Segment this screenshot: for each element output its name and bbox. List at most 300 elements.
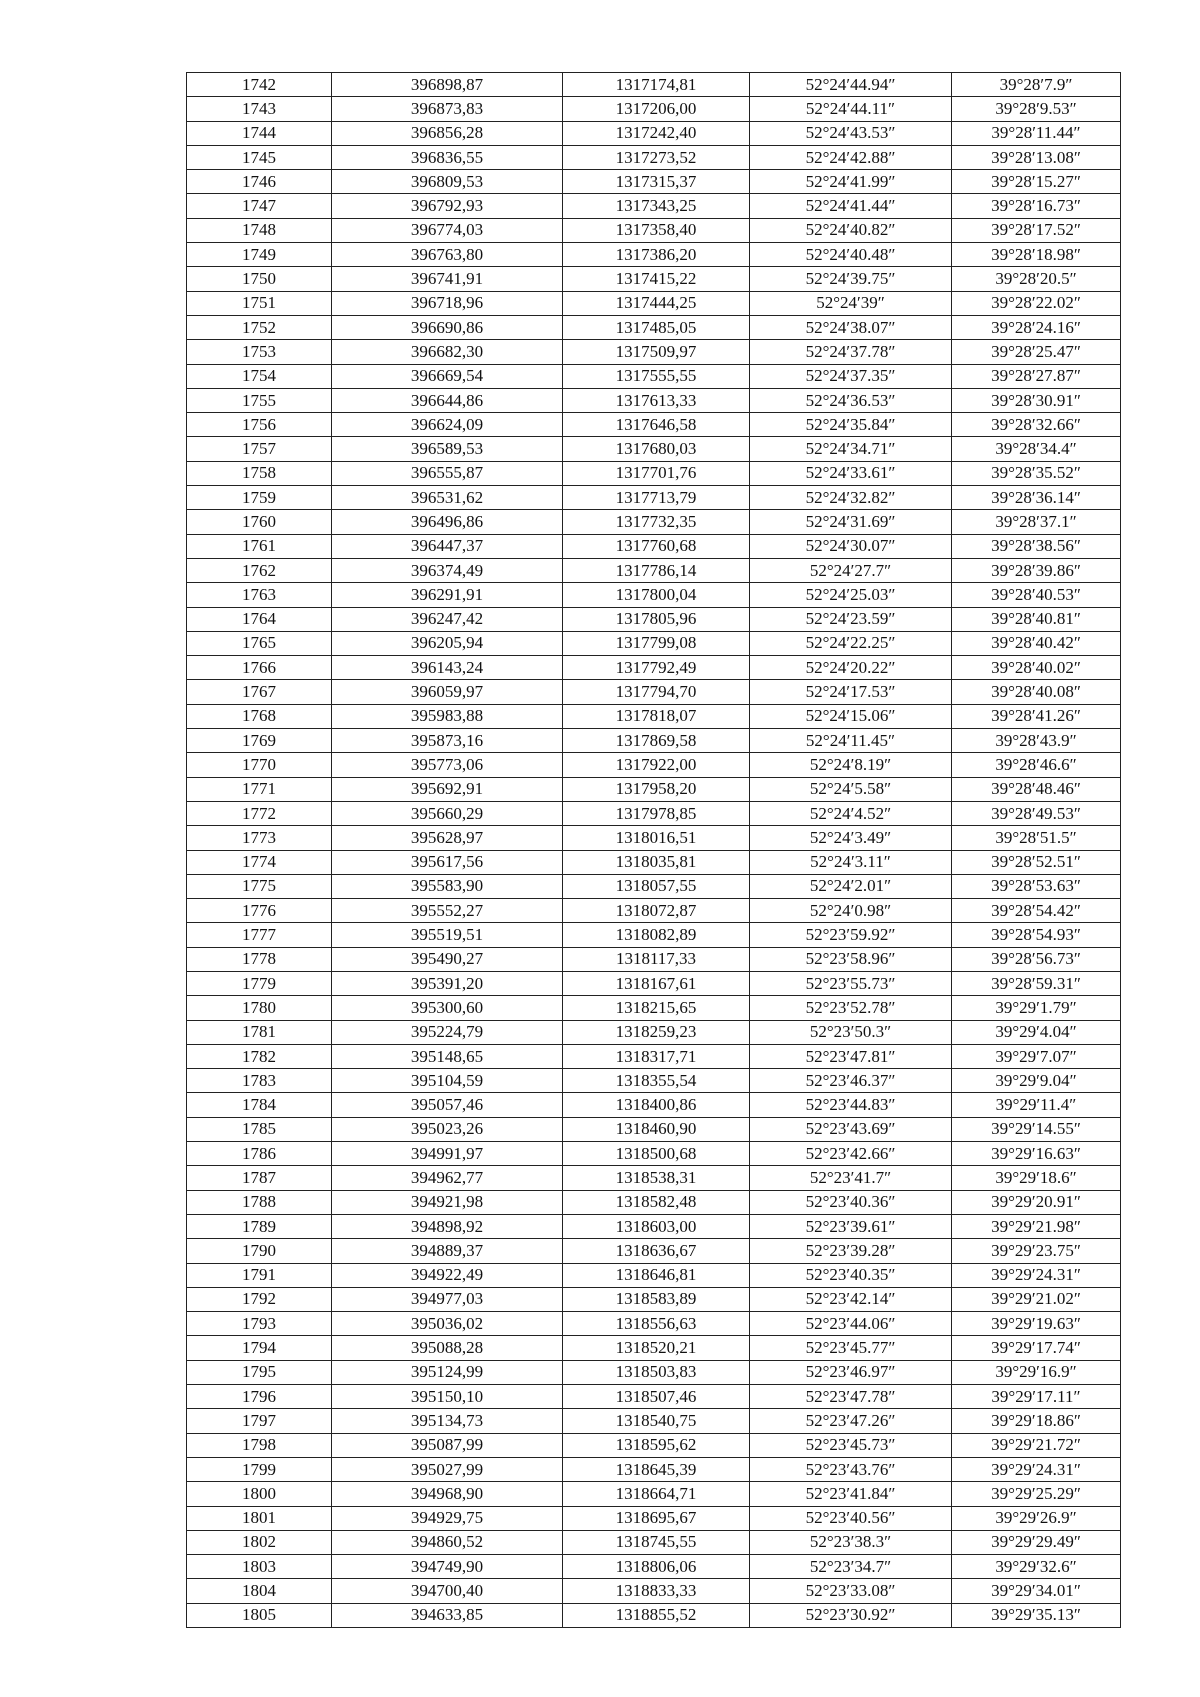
point-number-cell: 1787 <box>187 1166 332 1190</box>
x-coordinate-cell: 395124,99 <box>332 1360 563 1384</box>
latitude-cell: 52°24′4.52″ <box>750 801 952 825</box>
latitude-cell: 52°23′33.08″ <box>750 1579 952 1603</box>
latitude-cell: 52°23′46.97″ <box>750 1360 952 1384</box>
x-coordinate-cell: 396836,55 <box>332 145 563 169</box>
y-coordinate-cell: 1318636,67 <box>563 1239 750 1263</box>
point-number-cell: 1800 <box>187 1482 332 1506</box>
point-number-cell: 1776 <box>187 899 332 923</box>
y-coordinate-cell: 1318355,54 <box>563 1069 750 1093</box>
table-row <box>187 1579 1121 1603</box>
x-coordinate-cell: 396247,42 <box>332 607 563 631</box>
table-row <box>187 510 1121 534</box>
y-coordinate-cell: 1317922,00 <box>563 753 750 777</box>
point-number-cell: 1786 <box>187 1142 332 1166</box>
point-number-cell: 1746 <box>187 170 332 194</box>
y-coordinate-cell: 1318016,51 <box>563 826 750 850</box>
latitude-cell: 52°24′41.44″ <box>750 194 952 218</box>
point-number-cell: 1779 <box>187 971 332 995</box>
y-coordinate-cell: 1318664,71 <box>563 1482 750 1506</box>
y-coordinate-cell: 1318540,75 <box>563 1409 750 1433</box>
y-coordinate-cell: 1317786,14 <box>563 558 750 582</box>
y-coordinate-cell: 1318520,21 <box>563 1336 750 1360</box>
x-coordinate-cell: 395660,29 <box>332 801 563 825</box>
x-coordinate-cell: 396291,91 <box>332 583 563 607</box>
x-coordinate-cell: 396898,87 <box>332 73 563 97</box>
point-number-cell: 1760 <box>187 510 332 534</box>
table-row <box>187 1020 1121 1044</box>
table-row <box>187 1117 1121 1141</box>
table-row <box>187 340 1121 364</box>
y-coordinate-cell: 1318117,33 <box>563 947 750 971</box>
longitude-cell: 39°29′7.07″ <box>952 1044 1121 1068</box>
coordinates-table-body <box>187 73 1121 1628</box>
longitude-cell: 39°28′46.6″ <box>952 753 1121 777</box>
latitude-cell: 52°24′17.53″ <box>750 680 952 704</box>
longitude-cell: 39°29′18.6″ <box>952 1166 1121 1190</box>
longitude-cell: 39°29′11.4″ <box>952 1093 1121 1117</box>
table-row <box>187 1555 1121 1579</box>
y-coordinate-cell: 1317415,22 <box>563 267 750 291</box>
point-number-cell: 1765 <box>187 631 332 655</box>
x-coordinate-cell: 396555,87 <box>332 461 563 485</box>
table-row <box>187 996 1121 1020</box>
x-coordinate-cell: 394889,37 <box>332 1239 563 1263</box>
x-coordinate-cell: 396669,54 <box>332 364 563 388</box>
longitude-cell: 39°29′29.49″ <box>952 1530 1121 1554</box>
longitude-cell: 39°29′17.11″ <box>952 1385 1121 1409</box>
y-coordinate-cell: 1317343,25 <box>563 194 750 218</box>
longitude-cell: 39°29′16.63″ <box>952 1142 1121 1166</box>
latitude-cell: 52°23′45.73″ <box>750 1433 952 1457</box>
point-number-cell: 1778 <box>187 947 332 971</box>
coordinates-table <box>186 72 1121 1628</box>
longitude-cell: 39°29′21.02″ <box>952 1287 1121 1311</box>
table-row <box>187 656 1121 680</box>
x-coordinate-cell: 396856,28 <box>332 121 563 145</box>
x-coordinate-cell: 395150,10 <box>332 1385 563 1409</box>
point-number-cell: 1757 <box>187 437 332 461</box>
point-number-cell: 1799 <box>187 1457 332 1481</box>
latitude-cell: 52°24′11.45″ <box>750 729 952 753</box>
point-number-cell: 1761 <box>187 534 332 558</box>
y-coordinate-cell: 1318400,86 <box>563 1093 750 1117</box>
table-row <box>187 267 1121 291</box>
longitude-cell: 39°28′43.9″ <box>952 729 1121 753</box>
latitude-cell: 52°23′46.37″ <box>750 1069 952 1093</box>
y-coordinate-cell: 1317509,97 <box>563 340 750 364</box>
point-number-cell: 1790 <box>187 1239 332 1263</box>
x-coordinate-cell: 395583,90 <box>332 874 563 898</box>
x-coordinate-cell: 394968,90 <box>332 1482 563 1506</box>
table-row <box>187 1044 1121 1068</box>
latitude-cell: 52°24′36.53″ <box>750 388 952 412</box>
y-coordinate-cell: 1318603,00 <box>563 1214 750 1238</box>
point-number-cell: 1774 <box>187 850 332 874</box>
latitude-cell: 52°24′8.19″ <box>750 753 952 777</box>
x-coordinate-cell: 396374,49 <box>332 558 563 582</box>
point-number-cell: 1789 <box>187 1214 332 1238</box>
x-coordinate-cell: 395983,88 <box>332 704 563 728</box>
x-coordinate-cell: 395300,60 <box>332 996 563 1020</box>
x-coordinate-cell: 395088,28 <box>332 1336 563 1360</box>
y-coordinate-cell: 1317701,76 <box>563 461 750 485</box>
y-coordinate-cell: 1318646,81 <box>563 1263 750 1287</box>
y-coordinate-cell: 1317555,55 <box>563 364 750 388</box>
table-row <box>187 1214 1121 1238</box>
point-number-cell: 1770 <box>187 753 332 777</box>
latitude-cell: 52°23′42.66″ <box>750 1142 952 1166</box>
y-coordinate-cell: 1318538,31 <box>563 1166 750 1190</box>
table-row <box>187 704 1121 728</box>
longitude-cell: 39°29′35.13″ <box>952 1603 1121 1627</box>
point-number-cell: 1795 <box>187 1360 332 1384</box>
table-row <box>187 899 1121 923</box>
longitude-cell: 39°29′25.29″ <box>952 1482 1121 1506</box>
x-coordinate-cell: 396059,97 <box>332 680 563 704</box>
y-coordinate-cell: 1317386,20 <box>563 243 750 267</box>
x-coordinate-cell: 396447,37 <box>332 534 563 558</box>
latitude-cell: 52°24′39.75″ <box>750 267 952 291</box>
longitude-cell: 39°28′40.81″ <box>952 607 1121 631</box>
table-row <box>187 947 1121 971</box>
point-number-cell: 1783 <box>187 1069 332 1093</box>
latitude-cell: 52°24′37.78″ <box>750 340 952 364</box>
latitude-cell: 52°24′3.49″ <box>750 826 952 850</box>
y-coordinate-cell: 1317792,49 <box>563 656 750 680</box>
latitude-cell: 52°24′23.59″ <box>750 607 952 631</box>
longitude-cell: 39°28′7.9″ <box>952 73 1121 97</box>
point-number-cell: 1753 <box>187 340 332 364</box>
point-number-cell: 1777 <box>187 923 332 947</box>
longitude-cell: 39°28′20.5″ <box>952 267 1121 291</box>
longitude-cell: 39°28′59.31″ <box>952 971 1121 995</box>
x-coordinate-cell: 396589,53 <box>332 437 563 461</box>
point-number-cell: 1742 <box>187 73 332 97</box>
longitude-cell: 39°29′14.55″ <box>952 1117 1121 1141</box>
y-coordinate-cell: 1318582,48 <box>563 1190 750 1214</box>
point-number-cell: 1754 <box>187 364 332 388</box>
latitude-cell: 52°23′58.96″ <box>750 947 952 971</box>
x-coordinate-cell: 394921,98 <box>332 1190 563 1214</box>
latitude-cell: 52°24′41.99″ <box>750 170 952 194</box>
point-number-cell: 1772 <box>187 801 332 825</box>
table-row <box>187 194 1121 218</box>
x-coordinate-cell: 396644,86 <box>332 388 563 412</box>
longitude-cell: 39°28′49.53″ <box>952 801 1121 825</box>
x-coordinate-cell: 395023,26 <box>332 1117 563 1141</box>
table-row <box>187 121 1121 145</box>
latitude-cell: 52°24′43.53″ <box>750 121 952 145</box>
longitude-cell: 39°29′16.9″ <box>952 1360 1121 1384</box>
y-coordinate-cell: 1317818,07 <box>563 704 750 728</box>
longitude-cell: 39°28′11.44″ <box>952 121 1121 145</box>
latitude-cell: 52°23′42.14″ <box>750 1287 952 1311</box>
latitude-cell: 52°23′47.78″ <box>750 1385 952 1409</box>
table-row <box>187 1312 1121 1336</box>
y-coordinate-cell: 1318855,52 <box>563 1603 750 1627</box>
latitude-cell: 52°23′52.78″ <box>750 996 952 1020</box>
x-coordinate-cell: 395490,27 <box>332 947 563 971</box>
y-coordinate-cell: 1317613,33 <box>563 388 750 412</box>
longitude-cell: 39°29′24.31″ <box>952 1457 1121 1481</box>
table-row <box>187 801 1121 825</box>
longitude-cell: 39°29′17.74″ <box>952 1336 1121 1360</box>
x-coordinate-cell: 396741,91 <box>332 267 563 291</box>
latitude-cell: 52°24′42.88″ <box>750 145 952 169</box>
point-number-cell: 1744 <box>187 121 332 145</box>
longitude-cell: 39°29′32.6″ <box>952 1555 1121 1579</box>
longitude-cell: 39°28′18.98″ <box>952 243 1121 267</box>
y-coordinate-cell: 1317680,03 <box>563 437 750 461</box>
latitude-cell: 52°24′34.71″ <box>750 437 952 461</box>
latitude-cell: 52°24′40.48″ <box>750 243 952 267</box>
longitude-cell: 39°28′38.56″ <box>952 534 1121 558</box>
y-coordinate-cell: 1317646,58 <box>563 413 750 437</box>
point-number-cell: 1801 <box>187 1506 332 1530</box>
table-row <box>187 1263 1121 1287</box>
table-row <box>187 1190 1121 1214</box>
x-coordinate-cell: 394929,75 <box>332 1506 563 1530</box>
point-number-cell: 1766 <box>187 656 332 680</box>
longitude-cell: 39°28′32.66″ <box>952 413 1121 437</box>
latitude-cell: 52°23′55.73″ <box>750 971 952 995</box>
table-row <box>187 291 1121 315</box>
longitude-cell: 39°29′19.63″ <box>952 1312 1121 1336</box>
point-number-cell: 1745 <box>187 145 332 169</box>
table-row <box>187 170 1121 194</box>
table-row <box>187 486 1121 510</box>
point-number-cell: 1759 <box>187 486 332 510</box>
latitude-cell: 52°23′40.35″ <box>750 1263 952 1287</box>
table-row <box>187 1409 1121 1433</box>
y-coordinate-cell: 1317958,20 <box>563 777 750 801</box>
y-coordinate-cell: 1318167,61 <box>563 971 750 995</box>
x-coordinate-cell: 396496,86 <box>332 510 563 534</box>
point-number-cell: 1775 <box>187 874 332 898</box>
y-coordinate-cell: 1318503,83 <box>563 1360 750 1384</box>
x-coordinate-cell: 396143,24 <box>332 656 563 680</box>
y-coordinate-cell: 1318500,68 <box>563 1142 750 1166</box>
point-number-cell: 1794 <box>187 1336 332 1360</box>
x-coordinate-cell: 396718,96 <box>332 291 563 315</box>
longitude-cell: 39°28′36.14″ <box>952 486 1121 510</box>
latitude-cell: 52°24′15.06″ <box>750 704 952 728</box>
point-number-cell: 1797 <box>187 1409 332 1433</box>
latitude-cell: 52°24′39″ <box>750 291 952 315</box>
x-coordinate-cell: 395519,51 <box>332 923 563 947</box>
longitude-cell: 39°28′51.5″ <box>952 826 1121 850</box>
y-coordinate-cell: 1317713,79 <box>563 486 750 510</box>
longitude-cell: 39°29′20.91″ <box>952 1190 1121 1214</box>
longitude-cell: 39°29′9.04″ <box>952 1069 1121 1093</box>
latitude-cell: 52°24′3.11″ <box>750 850 952 874</box>
longitude-cell: 39°28′48.46″ <box>952 777 1121 801</box>
table-row <box>187 1360 1121 1384</box>
x-coordinate-cell: 396774,03 <box>332 218 563 242</box>
latitude-cell: 52°23′30.92″ <box>750 1603 952 1627</box>
table-row <box>187 850 1121 874</box>
x-coordinate-cell: 396690,86 <box>332 315 563 339</box>
point-number-cell: 1750 <box>187 267 332 291</box>
y-coordinate-cell: 1318259,23 <box>563 1020 750 1044</box>
longitude-cell: 39°28′40.02″ <box>952 656 1121 680</box>
longitude-cell: 39°28′54.93″ <box>952 923 1121 947</box>
y-coordinate-cell: 1317869,58 <box>563 729 750 753</box>
longitude-cell: 39°28′9.53″ <box>952 97 1121 121</box>
latitude-cell: 52°24′38.07″ <box>750 315 952 339</box>
longitude-cell: 39°28′22.02″ <box>952 291 1121 315</box>
x-coordinate-cell: 395087,99 <box>332 1433 563 1457</box>
point-number-cell: 1764 <box>187 607 332 631</box>
x-coordinate-cell: 394962,77 <box>332 1166 563 1190</box>
longitude-cell: 39°28′35.52″ <box>952 461 1121 485</box>
x-coordinate-cell: 394977,03 <box>332 1287 563 1311</box>
table-row <box>187 413 1121 437</box>
point-number-cell: 1792 <box>187 1287 332 1311</box>
x-coordinate-cell: 395617,56 <box>332 850 563 874</box>
point-number-cell: 1749 <box>187 243 332 267</box>
y-coordinate-cell: 1317444,25 <box>563 291 750 315</box>
y-coordinate-cell: 1318556,63 <box>563 1312 750 1336</box>
longitude-cell: 39°28′17.52″ <box>952 218 1121 242</box>
latitude-cell: 52°23′47.81″ <box>750 1044 952 1068</box>
latitude-cell: 52°23′43.76″ <box>750 1457 952 1481</box>
longitude-cell: 39°28′15.27″ <box>952 170 1121 194</box>
longitude-cell: 39°28′34.4″ <box>952 437 1121 461</box>
y-coordinate-cell: 1318645,39 <box>563 1457 750 1481</box>
latitude-cell: 52°24′0.98″ <box>750 899 952 923</box>
longitude-cell: 39°28′41.26″ <box>952 704 1121 728</box>
y-coordinate-cell: 1318082,89 <box>563 923 750 947</box>
latitude-cell: 52°24′44.11″ <box>750 97 952 121</box>
longitude-cell: 39°28′13.08″ <box>952 145 1121 169</box>
y-coordinate-cell: 1318072,87 <box>563 899 750 923</box>
table-row <box>187 729 1121 753</box>
x-coordinate-cell: 395104,59 <box>332 1069 563 1093</box>
y-coordinate-cell: 1318695,67 <box>563 1506 750 1530</box>
y-coordinate-cell: 1317174,81 <box>563 73 750 97</box>
table-row <box>187 583 1121 607</box>
y-coordinate-cell: 1317799,08 <box>563 631 750 655</box>
point-number-cell: 1773 <box>187 826 332 850</box>
latitude-cell: 52°24′5.58″ <box>750 777 952 801</box>
x-coordinate-cell: 394991,97 <box>332 1142 563 1166</box>
point-number-cell: 1788 <box>187 1190 332 1214</box>
latitude-cell: 52°24′37.35″ <box>750 364 952 388</box>
y-coordinate-cell: 1317760,68 <box>563 534 750 558</box>
table-row <box>187 753 1121 777</box>
x-coordinate-cell: 395773,06 <box>332 753 563 777</box>
latitude-cell: 52°23′34.7″ <box>750 1555 952 1579</box>
point-number-cell: 1747 <box>187 194 332 218</box>
x-coordinate-cell: 396809,53 <box>332 170 563 194</box>
latitude-cell: 52°24′30.07″ <box>750 534 952 558</box>
x-coordinate-cell: 394898,92 <box>332 1214 563 1238</box>
x-coordinate-cell: 394700,40 <box>332 1579 563 1603</box>
longitude-cell: 39°29′4.04″ <box>952 1020 1121 1044</box>
longitude-cell: 39°29′23.75″ <box>952 1239 1121 1263</box>
longitude-cell: 39°28′56.73″ <box>952 947 1121 971</box>
latitude-cell: 52°24′20.22″ <box>750 656 952 680</box>
latitude-cell: 52°24′35.84″ <box>750 413 952 437</box>
point-number-cell: 1781 <box>187 1020 332 1044</box>
point-number-cell: 1780 <box>187 996 332 1020</box>
x-coordinate-cell: 395036,02 <box>332 1312 563 1336</box>
y-coordinate-cell: 1318507,46 <box>563 1385 750 1409</box>
x-coordinate-cell: 394749,90 <box>332 1555 563 1579</box>
table-row <box>187 607 1121 631</box>
y-coordinate-cell: 1317732,35 <box>563 510 750 534</box>
latitude-cell: 52°23′47.26″ <box>750 1409 952 1433</box>
longitude-cell: 39°28′54.42″ <box>952 899 1121 923</box>
table-row <box>187 218 1121 242</box>
longitude-cell: 39°29′18.86″ <box>952 1409 1121 1433</box>
x-coordinate-cell: 396205,94 <box>332 631 563 655</box>
longitude-cell: 39°29′1.79″ <box>952 996 1121 1020</box>
table-row <box>187 73 1121 97</box>
x-coordinate-cell: 396873,83 <box>332 97 563 121</box>
y-coordinate-cell: 1317242,40 <box>563 121 750 145</box>
point-number-cell: 1802 <box>187 1530 332 1554</box>
point-number-cell: 1784 <box>187 1093 332 1117</box>
longitude-cell: 39°29′21.98″ <box>952 1214 1121 1238</box>
latitude-cell: 52°23′39.61″ <box>750 1214 952 1238</box>
table-row <box>187 680 1121 704</box>
point-number-cell: 1805 <box>187 1603 332 1627</box>
latitude-cell: 52°23′41.7″ <box>750 1166 952 1190</box>
point-number-cell: 1762 <box>187 558 332 582</box>
table-row <box>187 1239 1121 1263</box>
point-number-cell: 1743 <box>187 97 332 121</box>
longitude-cell: 39°28′52.51″ <box>952 850 1121 874</box>
table-row <box>187 1457 1121 1481</box>
y-coordinate-cell: 1318057,55 <box>563 874 750 898</box>
latitude-cell: 52°23′40.36″ <box>750 1190 952 1214</box>
longitude-cell: 39°28′40.42″ <box>952 631 1121 655</box>
table-row <box>187 388 1121 412</box>
latitude-cell: 52°24′25.03″ <box>750 583 952 607</box>
y-coordinate-cell: 1318745,55 <box>563 1530 750 1554</box>
x-coordinate-cell: 395148,65 <box>332 1044 563 1068</box>
point-number-cell: 1803 <box>187 1555 332 1579</box>
longitude-cell: 39°29′26.9″ <box>952 1506 1121 1530</box>
point-number-cell: 1751 <box>187 291 332 315</box>
table-row <box>187 826 1121 850</box>
table-row <box>187 97 1121 121</box>
point-number-cell: 1793 <box>187 1312 332 1336</box>
latitude-cell: 52°24′40.82″ <box>750 218 952 242</box>
latitude-cell: 52°23′43.69″ <box>750 1117 952 1141</box>
latitude-cell: 52°23′40.56″ <box>750 1506 952 1530</box>
longitude-cell: 39°28′30.91″ <box>952 388 1121 412</box>
latitude-cell: 52°24′2.01″ <box>750 874 952 898</box>
point-number-cell: 1752 <box>187 315 332 339</box>
point-number-cell: 1791 <box>187 1263 332 1287</box>
table-row <box>187 1385 1121 1409</box>
x-coordinate-cell: 396763,80 <box>332 243 563 267</box>
table-row <box>187 971 1121 995</box>
x-coordinate-cell: 396624,09 <box>332 413 563 437</box>
latitude-cell: 52°23′50.3″ <box>750 1020 952 1044</box>
point-number-cell: 1796 <box>187 1385 332 1409</box>
longitude-cell: 39°28′40.08″ <box>952 680 1121 704</box>
x-coordinate-cell: 394860,52 <box>332 1530 563 1554</box>
y-coordinate-cell: 1317273,52 <box>563 145 750 169</box>
longitude-cell: 39°28′40.53″ <box>952 583 1121 607</box>
table-row <box>187 1482 1121 1506</box>
y-coordinate-cell: 1317206,00 <box>563 97 750 121</box>
longitude-cell: 39°28′37.1″ <box>952 510 1121 534</box>
